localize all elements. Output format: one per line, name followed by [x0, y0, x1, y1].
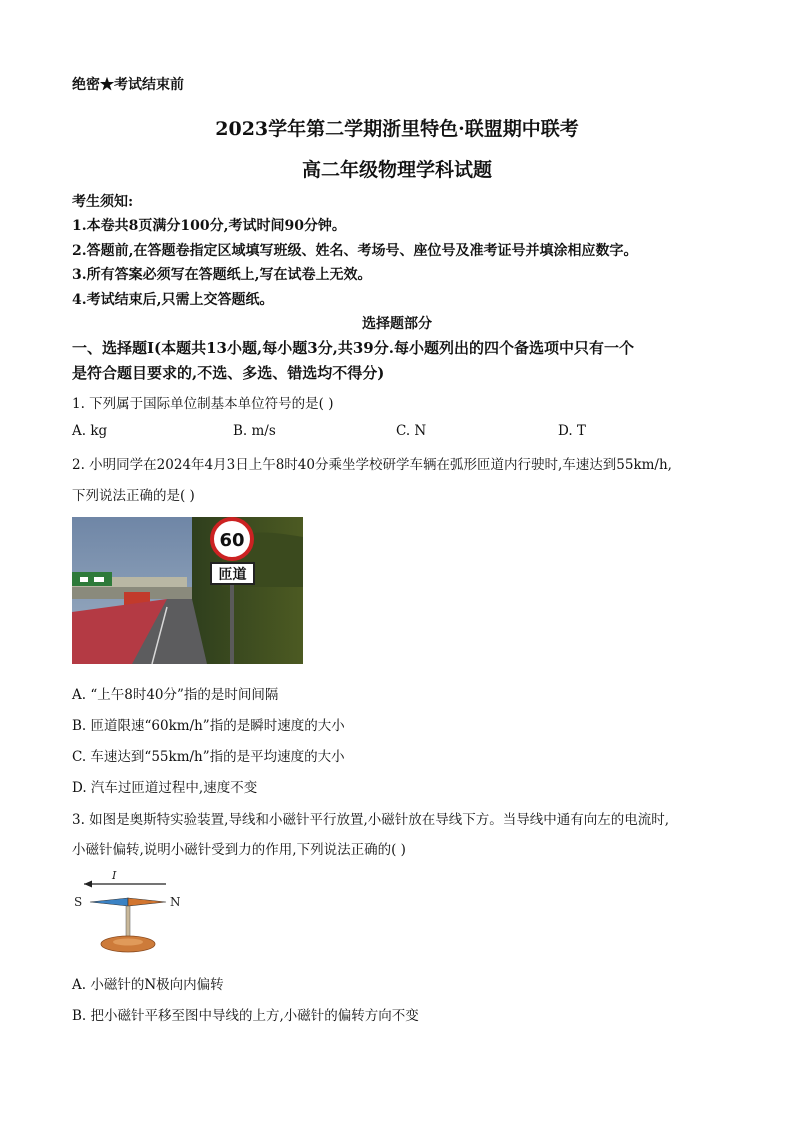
part-title: 选择题部分: [362, 316, 432, 332]
notice-item-1: 1.本卷共8页满分100分,考试时间90分钟。: [72, 218, 346, 234]
q2-option-c: C. 车速达到“55km/h”指的是平均速度的大小: [72, 749, 345, 765]
current-label: I: [112, 869, 117, 882]
exam-subtitle: 高二年级物理学科试题: [301, 159, 492, 181]
q1-option-c: C. N: [396, 423, 427, 439]
question-3-stem-cont: 小磁针偏转,说明小磁针受到力的作用,下列说法正确的( ): [72, 842, 406, 858]
south-pole-label: S: [74, 895, 83, 909]
secret-mark: 绝密★考试结束前: [72, 77, 184, 93]
q1-option-a: A. kg: [72, 423, 108, 439]
question-3-stem: 3. 如图是奥斯特实验装置,导线和小磁针平行放置,小磁针放在导线下方。当导线中通有向左的电流时,: [72, 812, 670, 828]
question-1-stem: 1. 下列属于国际单位制基本单位符号的是( ): [72, 396, 334, 412]
notice-heading: 考生须知:: [72, 194, 134, 210]
notice-item-2: 2.答题前,在答题卷指定区域填写班级、姓名、考场号、座位号及准考证号并填涂相应数字。: [72, 243, 638, 259]
section-heading-cont: 是符合题目要求的,不选、多选、错选均不得分): [72, 364, 385, 382]
oersted-apparatus-diagram: [72, 868, 184, 956]
exam-title: 2023学年第二学期浙里特色·联盟期中联考: [215, 118, 579, 140]
ramp-sign-text: 匝道: [218, 567, 247, 583]
speed-limit-value: 60: [219, 530, 245, 551]
ramp-sign-photo: [72, 517, 303, 664]
section-heading: 一、选择题Ⅰ(本题共13小题,每小题3分,共39分.每小题列出的四个备选项中只有一个: [72, 339, 634, 357]
question-2-stem-cont: 下列说法正确的是( ): [72, 488, 195, 504]
q1-option-b: B. m/s: [233, 423, 276, 439]
q1-option-d: D. T: [558, 423, 586, 439]
q2-option-d: D. 汽车过匝道过程中,速度不变: [72, 780, 258, 796]
notice-item-3: 3.所有答案必须写在答题纸上,写在试卷上无效。: [72, 267, 372, 283]
north-pole-label: N: [170, 895, 181, 909]
q3-option-b: B. 把小磁针平移至图中导线的上方,小磁针的偏转方向不变: [72, 1008, 419, 1024]
question-2-stem: 2. 小明同学在2024年4月3日上午8时40分乘坐学校研学车辆在弧形匝道内行驶时,车速达到55km/h,: [72, 457, 672, 473]
notice-item-4: 4.考试结束后,只需上交答题纸。: [72, 292, 274, 308]
q2-option-b: B. 匝道限速“60km/h”指的是瞬时速度的大小: [72, 718, 345, 734]
q2-option-a: A. “上午8时40分”指的是时间间隔: [72, 687, 279, 703]
q3-option-a: A. 小磁针的N极向内偏转: [72, 977, 224, 993]
